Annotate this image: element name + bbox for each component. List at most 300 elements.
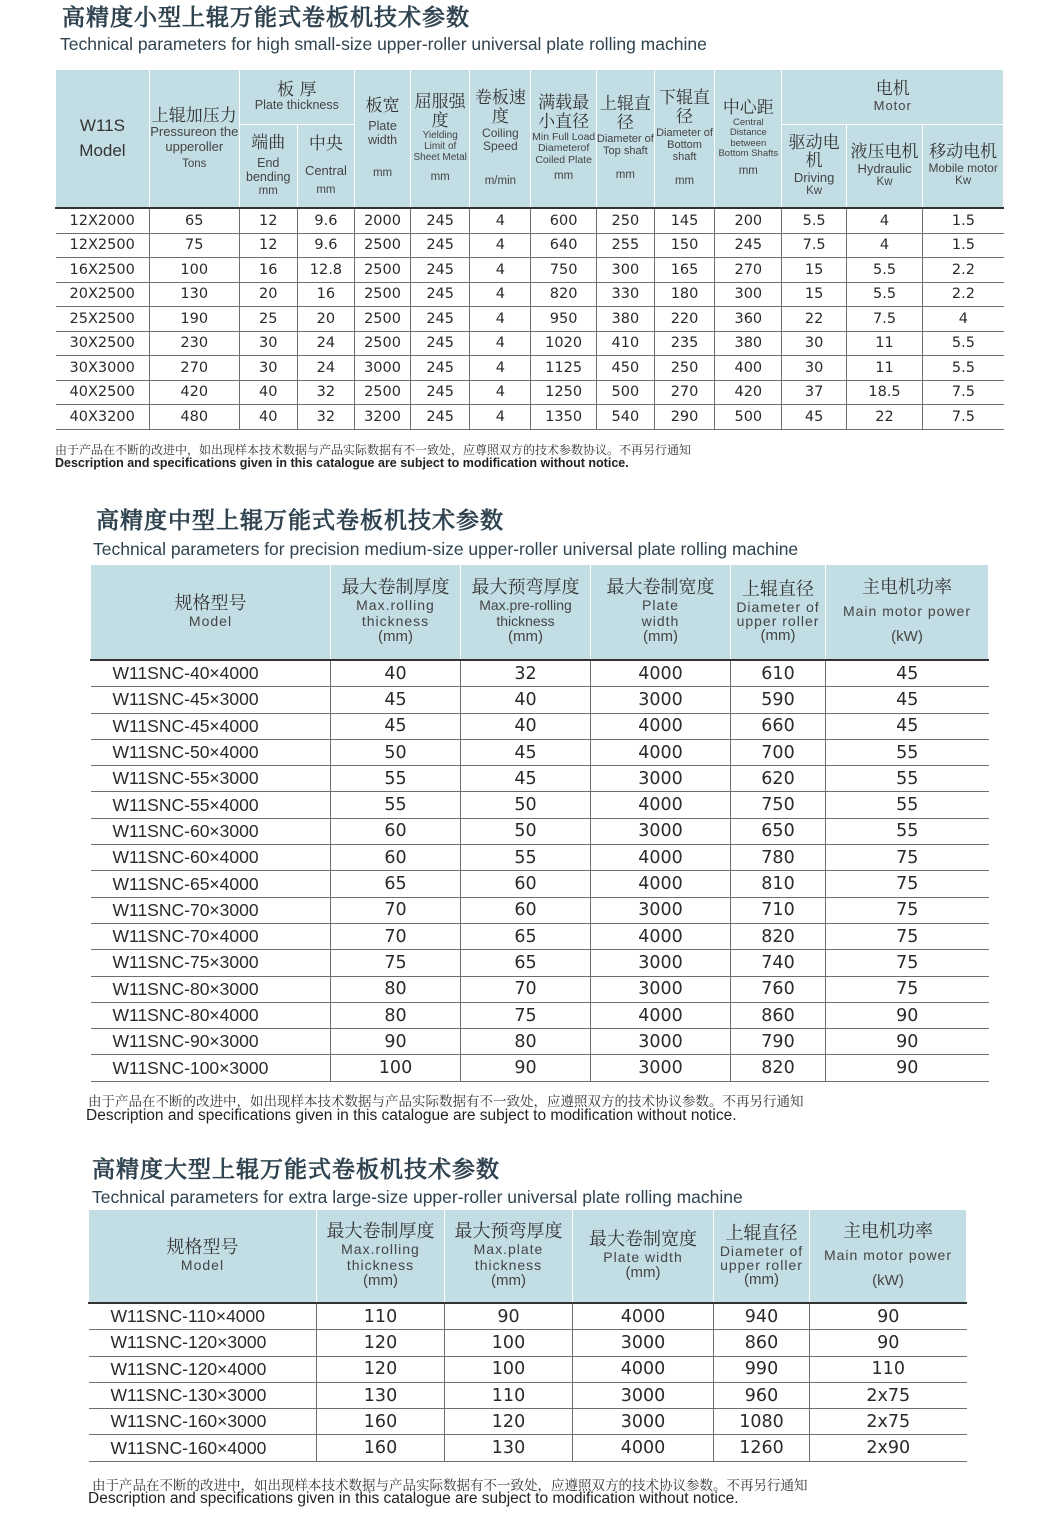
table-row bbox=[56, 258, 1004, 283]
value-cell: 820 bbox=[731, 1055, 826, 1081]
value-cell: 180 bbox=[654, 282, 714, 307]
model-cell: W11SNC-55×3000 bbox=[91, 766, 331, 792]
value-cell: 660 bbox=[731, 713, 826, 739]
value-cell: 65 bbox=[149, 208, 239, 233]
value-cell: 9.6 bbox=[297, 233, 354, 258]
table-row bbox=[91, 871, 989, 897]
value-cell: 25 bbox=[239, 307, 297, 332]
large-table-header bbox=[89, 1210, 967, 1303]
small-th-width: 板宽 Plate width mm bbox=[354, 70, 410, 208]
medium-th-model: 规格型号 Model bbox=[91, 565, 331, 660]
medium-title-cn: 高精度中型上辊万能式卷板机技术参数 bbox=[96, 508, 504, 534]
value-cell: 150 bbox=[654, 233, 714, 258]
value-cell: 50 bbox=[461, 792, 591, 818]
model-cell: W11SNC-110×4000 bbox=[89, 1303, 317, 1330]
value-cell: 90 bbox=[826, 1029, 989, 1055]
value-cell: 70 bbox=[461, 976, 591, 1002]
model-cell: W11SNC-40×4000 bbox=[91, 660, 331, 687]
medium-spec-table bbox=[90, 565, 989, 1082]
small-th-yield: 屈服强度 Yielding Limit of Sheet Metal mm bbox=[411, 70, 470, 208]
value-cell: 4000 bbox=[591, 660, 731, 687]
value-cell: 420 bbox=[149, 380, 239, 405]
small-th-bottom: 下辊直径 Diameter of Bottom shaft mm bbox=[654, 70, 714, 208]
medium-note-cn: 由于产品在不断的改进中，如出现样本技术数据与产品实际数据有不一致处，应遵照双方的技术协议参数。不再另行通知 bbox=[88, 1094, 804, 1110]
table-row bbox=[89, 1303, 967, 1330]
value-cell: 45 bbox=[782, 405, 846, 430]
value-cell: 750 bbox=[531, 258, 596, 283]
model-cell: W11SNC-100×3000 bbox=[91, 1055, 331, 1081]
value-cell: 290 bbox=[654, 405, 714, 430]
value-cell: 3000 bbox=[573, 1409, 714, 1435]
large-title-cn: 高精度大型上辊万能式卷板机技术参数 bbox=[92, 1157, 500, 1183]
small-table-header bbox=[56, 70, 1004, 208]
table-row bbox=[56, 208, 1004, 233]
value-cell: 2500 bbox=[354, 307, 410, 332]
value-cell: 110 bbox=[810, 1356, 967, 1382]
value-cell: 710 bbox=[731, 897, 826, 923]
value-cell: 80 bbox=[461, 1029, 591, 1055]
value-cell: 40 bbox=[239, 405, 297, 430]
table-row bbox=[56, 331, 1004, 356]
value-cell: 50 bbox=[461, 818, 591, 844]
value-cell: 15 bbox=[782, 258, 846, 283]
model-cell: 40X2500 bbox=[56, 380, 150, 405]
value-cell: 165 bbox=[654, 258, 714, 283]
model-cell: W11SNC-45×3000 bbox=[91, 687, 331, 713]
value-cell: 230 bbox=[149, 331, 239, 356]
value-cell: 4 bbox=[470, 233, 531, 258]
medium-th-max-thickness: 最大卷制厚度 Max.rolling thickness (mm) bbox=[331, 565, 461, 660]
value-cell: 110 bbox=[317, 1303, 445, 1330]
value-cell: 400 bbox=[715, 356, 782, 381]
value-cell: 245 bbox=[411, 307, 470, 332]
value-cell: 16 bbox=[297, 282, 354, 307]
value-cell: 3000 bbox=[591, 950, 731, 976]
value-cell: 160 bbox=[317, 1409, 445, 1435]
value-cell: 60 bbox=[331, 845, 461, 871]
value-cell: 130 bbox=[445, 1435, 573, 1461]
value-cell: 55 bbox=[826, 766, 989, 792]
table-row bbox=[91, 923, 989, 949]
value-cell: 500 bbox=[715, 405, 782, 430]
value-cell: 1.5 bbox=[923, 233, 1004, 258]
value-cell: 270 bbox=[715, 258, 782, 283]
small-note-cn: 由于产品在不断的改进中，如出现样本技术数据与产品实际数据有不一致处，应尊照双方的技术参数协议。不再另行通知 bbox=[55, 443, 692, 457]
value-cell: 270 bbox=[149, 356, 239, 381]
large-title-en: Technical parameters for extra large-size upper-roller universal plate rolling machine bbox=[92, 1187, 743, 1207]
value-cell: 120 bbox=[445, 1409, 573, 1435]
value-cell: 130 bbox=[317, 1382, 445, 1408]
value-cell: 4 bbox=[470, 307, 531, 332]
value-cell: 540 bbox=[596, 405, 654, 430]
value-cell: 90 bbox=[331, 1029, 461, 1055]
value-cell: 5.5 bbox=[782, 208, 846, 233]
medium-table-body bbox=[91, 660, 989, 1081]
table-row bbox=[56, 282, 1004, 307]
value-cell: 90 bbox=[810, 1303, 967, 1330]
value-cell: 40 bbox=[331, 660, 461, 687]
value-cell: 450 bbox=[596, 356, 654, 381]
value-cell: 40 bbox=[461, 713, 591, 739]
value-cell: 90 bbox=[826, 1002, 989, 1028]
value-cell: 60 bbox=[331, 818, 461, 844]
value-cell: 1080 bbox=[714, 1409, 810, 1435]
value-cell: 32 bbox=[297, 405, 354, 430]
value-cell: 610 bbox=[731, 660, 826, 687]
value-cell: 22 bbox=[782, 307, 846, 332]
large-th-roller: 上辊直径 Diameter of upper roller (mm) bbox=[714, 1210, 810, 1303]
value-cell: 24 bbox=[297, 331, 354, 356]
value-cell: 130 bbox=[149, 282, 239, 307]
value-cell: 5.5 bbox=[846, 258, 923, 283]
value-cell: 750 bbox=[731, 792, 826, 818]
value-cell: 2500 bbox=[354, 331, 410, 356]
value-cell: 1260 bbox=[714, 1435, 810, 1461]
value-cell: 245 bbox=[411, 282, 470, 307]
value-cell: 45 bbox=[331, 687, 461, 713]
table-row bbox=[91, 1002, 989, 1028]
value-cell: 1250 bbox=[531, 380, 596, 405]
large-th-width: 最大卷制宽度 Plate width (mm) bbox=[573, 1210, 714, 1303]
value-cell: 4 bbox=[846, 208, 923, 233]
model-cell: 12X2000 bbox=[56, 208, 150, 233]
small-th-central: 中央 Central mm bbox=[297, 124, 354, 208]
value-cell: 740 bbox=[731, 950, 826, 976]
large-th-model: 规格型号 Model bbox=[89, 1210, 317, 1303]
model-cell: W11SNC-60×3000 bbox=[91, 818, 331, 844]
value-cell: 75 bbox=[826, 976, 989, 1002]
value-cell: 30 bbox=[782, 356, 846, 381]
value-cell: 90 bbox=[445, 1303, 573, 1330]
large-table-body bbox=[89, 1303, 967, 1461]
model-cell: 30X2500 bbox=[56, 331, 150, 356]
value-cell: 245 bbox=[411, 331, 470, 356]
value-cell: 300 bbox=[715, 282, 782, 307]
value-cell: 12 bbox=[239, 208, 297, 233]
value-cell: 3000 bbox=[591, 1029, 731, 1055]
model-cell: W11SNC-120×4000 bbox=[89, 1356, 317, 1382]
value-cell: 30 bbox=[239, 331, 297, 356]
model-cell: 40X3200 bbox=[56, 405, 150, 430]
value-cell: 4000 bbox=[591, 792, 731, 818]
table-row bbox=[89, 1382, 967, 1408]
value-cell: 45 bbox=[826, 713, 989, 739]
value-cell: 700 bbox=[731, 739, 826, 765]
value-cell: 12.8 bbox=[297, 258, 354, 283]
value-cell: 190 bbox=[149, 307, 239, 332]
value-cell: 30 bbox=[782, 331, 846, 356]
table-row bbox=[91, 713, 989, 739]
value-cell: 220 bbox=[654, 307, 714, 332]
model-cell: W11SNC-80×3000 bbox=[91, 976, 331, 1002]
value-cell: 45 bbox=[461, 739, 591, 765]
model-cell: W11SNC-160×4000 bbox=[89, 1435, 317, 1461]
value-cell: 1350 bbox=[531, 405, 596, 430]
table-row bbox=[91, 818, 989, 844]
value-cell: 500 bbox=[596, 380, 654, 405]
table-row bbox=[56, 405, 1004, 430]
value-cell: 235 bbox=[654, 331, 714, 356]
value-cell: 245 bbox=[715, 233, 782, 258]
table-row bbox=[56, 356, 1004, 381]
model-cell: 20X2500 bbox=[56, 282, 150, 307]
value-cell: 55 bbox=[826, 792, 989, 818]
small-th-motor: 电机 Motor bbox=[782, 70, 1004, 124]
value-cell: 120 bbox=[317, 1330, 445, 1356]
value-cell: 45 bbox=[826, 660, 989, 687]
medium-th-pre-thickness: 最大预弯厚度 Max.pre-rolling thickness (mm) bbox=[461, 565, 591, 660]
table-row bbox=[91, 845, 989, 871]
table-row bbox=[89, 1435, 967, 1461]
value-cell: 250 bbox=[596, 208, 654, 233]
value-cell: 245 bbox=[411, 258, 470, 283]
value-cell: 12 bbox=[239, 233, 297, 258]
value-cell: 45 bbox=[826, 687, 989, 713]
value-cell: 2x75 bbox=[810, 1382, 967, 1408]
model-cell: W11SNC-65×4000 bbox=[91, 871, 331, 897]
value-cell: 360 bbox=[715, 307, 782, 332]
value-cell: 40 bbox=[239, 380, 297, 405]
value-cell: 950 bbox=[531, 307, 596, 332]
small-th-pressure: 上辊加压力 Pressureon the upperoller Tons bbox=[149, 70, 239, 208]
value-cell: 40 bbox=[461, 687, 591, 713]
value-cell: 55 bbox=[461, 845, 591, 871]
value-cell: 120 bbox=[317, 1356, 445, 1382]
value-cell: 32 bbox=[297, 380, 354, 405]
value-cell: 75 bbox=[461, 1002, 591, 1028]
value-cell: 3200 bbox=[354, 405, 410, 430]
value-cell: 4 bbox=[846, 233, 923, 258]
table-row bbox=[91, 1029, 989, 1055]
value-cell: 75 bbox=[149, 233, 239, 258]
value-cell: 90 bbox=[461, 1055, 591, 1081]
small-th-speed: 卷板速度 Coiling Speed m/min bbox=[470, 70, 531, 208]
value-cell: 3000 bbox=[573, 1382, 714, 1408]
model-cell: W11SNC-50×4000 bbox=[91, 739, 331, 765]
small-th-minload: 满载最小直径 Min Full Load Diameterof Coiled Plate mm bbox=[531, 70, 596, 208]
table-row bbox=[91, 950, 989, 976]
value-cell: 4 bbox=[470, 356, 531, 381]
value-cell: 75 bbox=[826, 845, 989, 871]
model-cell: W11SNC-70×4000 bbox=[91, 923, 331, 949]
value-cell: 380 bbox=[596, 307, 654, 332]
value-cell: 160 bbox=[317, 1435, 445, 1461]
value-cell: 650 bbox=[731, 818, 826, 844]
value-cell: 30 bbox=[239, 356, 297, 381]
value-cell: 2.2 bbox=[923, 258, 1004, 283]
model-cell: W11SNC-60×4000 bbox=[91, 845, 331, 871]
value-cell: 250 bbox=[654, 356, 714, 381]
value-cell: 45 bbox=[331, 713, 461, 739]
small-th-end: 端曲 End bending mm bbox=[239, 124, 297, 208]
value-cell: 110 bbox=[445, 1382, 573, 1408]
model-cell: 30X3000 bbox=[56, 356, 150, 381]
value-cell: 940 bbox=[714, 1303, 810, 1330]
large-note-cn: 由于产品在不断的改进中，如出现样本技术数据与产品实际数据有不一致处，应遵照双方的技术协议参数。不再另行通知 bbox=[92, 1478, 808, 1494]
table-row bbox=[56, 307, 1004, 332]
value-cell: 3000 bbox=[591, 818, 731, 844]
value-cell: 4 bbox=[470, 208, 531, 233]
value-cell: 300 bbox=[596, 258, 654, 283]
value-cell: 50 bbox=[331, 739, 461, 765]
value-cell: 3000 bbox=[573, 1330, 714, 1356]
value-cell: 330 bbox=[596, 282, 654, 307]
value-cell: 55 bbox=[826, 739, 989, 765]
value-cell: 410 bbox=[596, 331, 654, 356]
medium-th-roller: 上辊直径 Diameter of upper roller (mm) bbox=[731, 565, 826, 660]
value-cell: 860 bbox=[714, 1330, 810, 1356]
value-cell: 2.2 bbox=[923, 282, 1004, 307]
value-cell: 20 bbox=[297, 307, 354, 332]
value-cell: 100 bbox=[445, 1330, 573, 1356]
medium-th-power: 主电机功率 Main motor power (kW) bbox=[826, 565, 989, 660]
value-cell: 45 bbox=[461, 766, 591, 792]
medium-th-width: 最大卷制宽度 Plate width (mm) bbox=[591, 565, 731, 660]
value-cell: 4000 bbox=[573, 1435, 714, 1461]
value-cell: 75 bbox=[826, 923, 989, 949]
table-row bbox=[89, 1356, 967, 1382]
value-cell: 4000 bbox=[573, 1356, 714, 1382]
large-th-pre-thickness: 最大预弯厚度 Max.plate thickness (mm) bbox=[445, 1210, 573, 1303]
value-cell: 3000 bbox=[591, 976, 731, 1002]
value-cell: 4 bbox=[470, 282, 531, 307]
value-cell: 3000 bbox=[591, 766, 731, 792]
value-cell: 20 bbox=[239, 282, 297, 307]
value-cell: 4000 bbox=[591, 713, 731, 739]
value-cell: 70 bbox=[331, 923, 461, 949]
value-cell: 55 bbox=[331, 766, 461, 792]
value-cell: 245 bbox=[411, 380, 470, 405]
value-cell: 380 bbox=[715, 331, 782, 356]
table-row bbox=[91, 1055, 989, 1081]
value-cell: 960 bbox=[714, 1382, 810, 1408]
value-cell: 820 bbox=[731, 923, 826, 949]
value-cell: 4 bbox=[470, 331, 531, 356]
small-th-driving: 驱动电机 Driving Kw bbox=[782, 124, 846, 208]
value-cell: 100 bbox=[331, 1055, 461, 1081]
value-cell: 4 bbox=[470, 405, 531, 430]
value-cell: 4000 bbox=[591, 871, 731, 897]
medium-note-en: Description and specifications given in this catalogue are subject to modification without notice. bbox=[86, 1107, 737, 1124]
value-cell: 7.5 bbox=[846, 307, 923, 332]
value-cell: 65 bbox=[331, 871, 461, 897]
value-cell: 245 bbox=[411, 405, 470, 430]
table-row bbox=[91, 792, 989, 818]
value-cell: 16 bbox=[239, 258, 297, 283]
model-cell: W11SNC-90×3000 bbox=[91, 1029, 331, 1055]
value-cell: 810 bbox=[731, 871, 826, 897]
value-cell: 420 bbox=[715, 380, 782, 405]
value-cell: 245 bbox=[411, 208, 470, 233]
small-th-hydraulic: 液压电机 Hydraulic Kw bbox=[846, 124, 923, 208]
table-row bbox=[91, 976, 989, 1002]
value-cell: 4 bbox=[470, 380, 531, 405]
value-cell: 11 bbox=[846, 331, 923, 356]
value-cell: 4000 bbox=[591, 845, 731, 871]
table-row bbox=[89, 1330, 967, 1356]
value-cell: 2000 bbox=[354, 208, 410, 233]
small-th-center: 中心距 Central Distance between Bottom Shafts mm bbox=[715, 70, 782, 208]
small-spec-table bbox=[55, 70, 1004, 430]
value-cell: 15 bbox=[782, 282, 846, 307]
value-cell: 55 bbox=[331, 792, 461, 818]
value-cell: 7.5 bbox=[782, 233, 846, 258]
value-cell: 65 bbox=[461, 950, 591, 976]
value-cell: 860 bbox=[731, 1002, 826, 1028]
value-cell: 200 bbox=[715, 208, 782, 233]
value-cell: 75 bbox=[826, 950, 989, 976]
value-cell: 75 bbox=[826, 871, 989, 897]
table-row bbox=[89, 1409, 967, 1435]
model-cell: 12X2500 bbox=[56, 233, 150, 258]
value-cell: 4000 bbox=[573, 1303, 714, 1330]
value-cell: 65 bbox=[461, 923, 591, 949]
value-cell: 790 bbox=[731, 1029, 826, 1055]
small-th-model: W11S Model bbox=[56, 70, 150, 208]
value-cell: 2x90 bbox=[810, 1435, 967, 1461]
value-cell: 11 bbox=[846, 356, 923, 381]
small-title-en: Technical parameters for high small-size upper-roller universal plate rolling machine bbox=[60, 34, 707, 54]
large-th-power: 主电机功率 Main motor power (kW) bbox=[810, 1210, 967, 1303]
model-cell: 16X2500 bbox=[56, 258, 150, 283]
value-cell: 60 bbox=[461, 871, 591, 897]
value-cell: 80 bbox=[331, 1002, 461, 1028]
value-cell: 5.5 bbox=[846, 282, 923, 307]
model-cell: W11SNC-80×4000 bbox=[91, 1002, 331, 1028]
value-cell: 1020 bbox=[531, 331, 596, 356]
large-th-max-thickness: 最大卷制厚度 Max.rolling thickness (mm) bbox=[317, 1210, 445, 1303]
value-cell: 780 bbox=[731, 845, 826, 871]
value-cell: 245 bbox=[411, 233, 470, 258]
value-cell: 3000 bbox=[354, 356, 410, 381]
value-cell: 1125 bbox=[531, 356, 596, 381]
value-cell: 5.5 bbox=[923, 356, 1004, 381]
value-cell: 1.5 bbox=[923, 208, 1004, 233]
table-row bbox=[91, 897, 989, 923]
value-cell: 100 bbox=[149, 258, 239, 283]
value-cell: 480 bbox=[149, 405, 239, 430]
value-cell: 620 bbox=[731, 766, 826, 792]
value-cell: 75 bbox=[331, 950, 461, 976]
value-cell: 75 bbox=[826, 897, 989, 923]
value-cell: 5.5 bbox=[923, 331, 1004, 356]
value-cell: 9.6 bbox=[297, 208, 354, 233]
table-row bbox=[56, 233, 1004, 258]
small-note-en: Description and specifications given in this catalogue are subject to modification without notice. bbox=[55, 456, 629, 470]
small-th-thickness: 板 厚 Plate thickness bbox=[239, 70, 354, 124]
value-cell: 100 bbox=[445, 1356, 573, 1382]
value-cell: 70 bbox=[331, 897, 461, 923]
table-row bbox=[91, 739, 989, 765]
value-cell: 90 bbox=[826, 1055, 989, 1081]
value-cell: 820 bbox=[531, 282, 596, 307]
value-cell: 18.5 bbox=[846, 380, 923, 405]
value-cell: 24 bbox=[297, 356, 354, 381]
value-cell: 37 bbox=[782, 380, 846, 405]
small-th-mobile: 移动电机 Mobile motor Kw bbox=[923, 124, 1004, 208]
value-cell: 60 bbox=[461, 897, 591, 923]
value-cell: 2500 bbox=[354, 380, 410, 405]
value-cell: 3000 bbox=[591, 1055, 731, 1081]
value-cell: 990 bbox=[714, 1356, 810, 1382]
value-cell: 2500 bbox=[354, 233, 410, 258]
value-cell: 4000 bbox=[591, 739, 731, 765]
small-title-cn: 高精度小型上辊万能式卷板机技术参数 bbox=[62, 5, 470, 31]
value-cell: 55 bbox=[826, 818, 989, 844]
small-th-top: 上辊直径 Diameter of Top shaft mm bbox=[596, 70, 654, 208]
model-cell: W11SNC-55×4000 bbox=[91, 792, 331, 818]
model-cell: W11SNC-120×3000 bbox=[89, 1330, 317, 1356]
